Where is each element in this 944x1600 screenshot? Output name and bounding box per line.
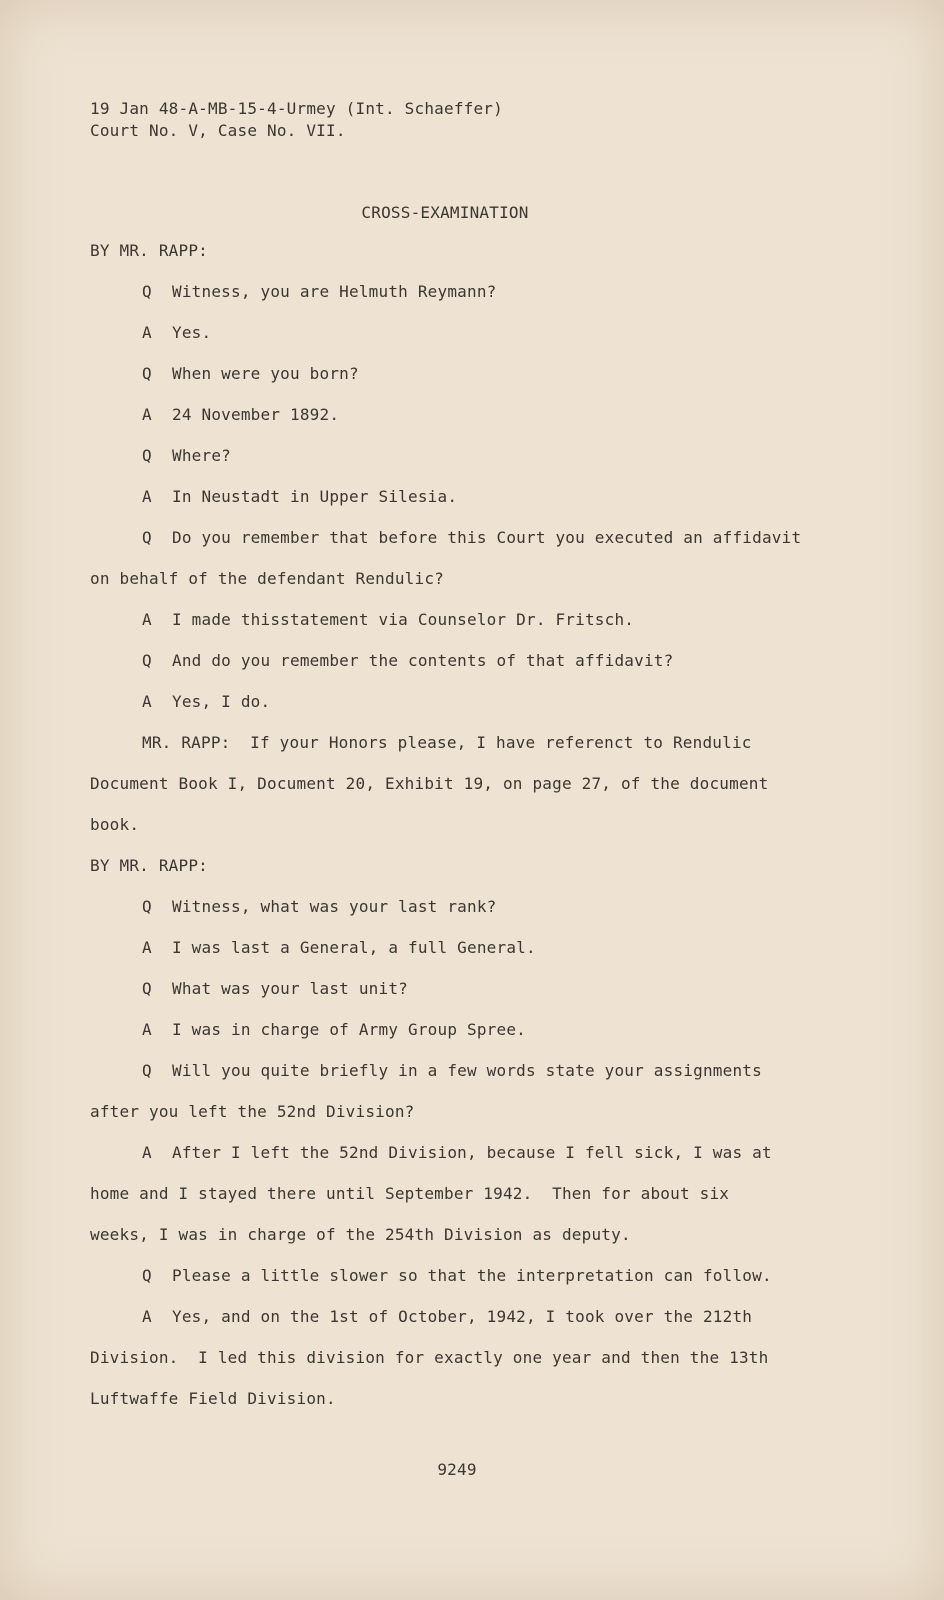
answer-text: Yes, I do. xyxy=(172,692,271,711)
question-continuation: on behalf of the defendant Rendulic? xyxy=(90,569,444,588)
question-line xyxy=(142,1060,762,1082)
q-marker: Q xyxy=(142,979,152,998)
answer-text: After I left the 52nd Division, because I fell sick, I was at xyxy=(172,1143,772,1162)
answer-continuation: Luftwaffe Field Division. xyxy=(90,1389,336,1408)
question-line xyxy=(142,1265,772,1287)
question-line xyxy=(142,527,801,549)
question-line xyxy=(142,363,359,385)
q-marker: Q xyxy=(142,364,152,383)
a-marker: A xyxy=(142,405,152,424)
question-line xyxy=(142,896,496,918)
a-marker: A xyxy=(142,610,152,629)
page-number: 9249 xyxy=(437,1460,477,1479)
answer-text: 24 November 1892. xyxy=(172,405,340,424)
q-marker: Q xyxy=(142,282,152,301)
question-text: Where? xyxy=(172,446,231,465)
answer-continuation: Division. I led this division for exactly one year and then the 13th xyxy=(90,1348,769,1367)
a-marker: A xyxy=(142,938,152,957)
a-marker: A xyxy=(142,692,152,711)
question-text: Witness, what was your last rank? xyxy=(172,897,497,916)
header-court-line: Court No. V, Case No. VII. xyxy=(90,121,346,140)
answer-line xyxy=(142,486,457,508)
question-text: Witness, you are Helmuth Reymann? xyxy=(172,282,497,301)
a-marker: A xyxy=(142,1307,152,1326)
answer-line xyxy=(142,937,536,959)
question-text: What was your last unit? xyxy=(172,979,408,998)
answer-text: Yes. xyxy=(172,323,212,342)
q-marker: Q xyxy=(142,1266,152,1285)
a-marker: A xyxy=(142,1020,152,1039)
document-header xyxy=(90,98,503,142)
question-text: Will you quite briefly in a few words state your assignments xyxy=(172,1061,762,1080)
a-marker: A xyxy=(142,487,152,506)
answer-line xyxy=(142,1019,526,1041)
question-line xyxy=(142,281,496,303)
q-marker: Q xyxy=(142,897,152,916)
q-marker: Q xyxy=(142,1061,152,1080)
answer-line xyxy=(142,1306,752,1328)
answer-line xyxy=(142,404,339,426)
header-reference-line: 19 Jan 48-A-MB-15-4-Urmey (Int. Schaeffer) xyxy=(90,99,503,118)
answer-continuation: weeks, I was in charge of the 254th Division as deputy. xyxy=(90,1225,631,1244)
section-title: CROSS-EXAMINATION xyxy=(361,203,529,222)
answer-text: I was in charge of Army Group Spree. xyxy=(172,1020,526,1039)
question-text: When were you born? xyxy=(172,364,359,383)
answer-text: I made thisstatement via Counselor Dr. Fritsch. xyxy=(172,610,635,629)
question-text: Please a little slower so that the interpretation can follow. xyxy=(172,1266,772,1285)
q-marker: Q xyxy=(142,651,152,670)
answer-line xyxy=(142,609,634,631)
q-marker: Q xyxy=(142,446,152,465)
a-marker: A xyxy=(142,323,152,342)
answer-text: In Neustadt in Upper Silesia. xyxy=(172,487,458,506)
speaker-heading: BY MR. RAPP: xyxy=(90,856,208,875)
question-text: Do you remember that before this Court you executed an affidavit xyxy=(172,528,802,547)
answer-line xyxy=(142,691,270,713)
q-marker: Q xyxy=(142,528,152,547)
counsel-statement-line: MR. RAPP: If your Honors please, I have referenct to Rendulic xyxy=(142,733,752,752)
answer-line xyxy=(142,1142,772,1164)
question-line xyxy=(142,650,673,672)
counsel-statement-line: Document Book I, Document 20, Exhibit 19, on page 27, of the document xyxy=(90,774,769,793)
answer-text: I was last a General, a full General. xyxy=(172,938,536,957)
answer-line xyxy=(142,322,211,344)
question-line xyxy=(142,445,231,467)
answer-continuation: home and I stayed there until September 1942. Then for about six xyxy=(90,1184,730,1203)
counsel-statement-line: book. xyxy=(90,815,140,834)
question-line xyxy=(142,978,408,1000)
question-continuation: after you left the 52nd Division? xyxy=(90,1102,415,1121)
speaker-heading: BY MR. RAPP: xyxy=(90,241,208,260)
question-text: And do you remember the contents of that affidavit? xyxy=(172,651,674,670)
a-marker: A xyxy=(142,1143,152,1162)
answer-text: Yes, and on the 1st of October, 1942, I took over the 212th xyxy=(172,1307,753,1326)
